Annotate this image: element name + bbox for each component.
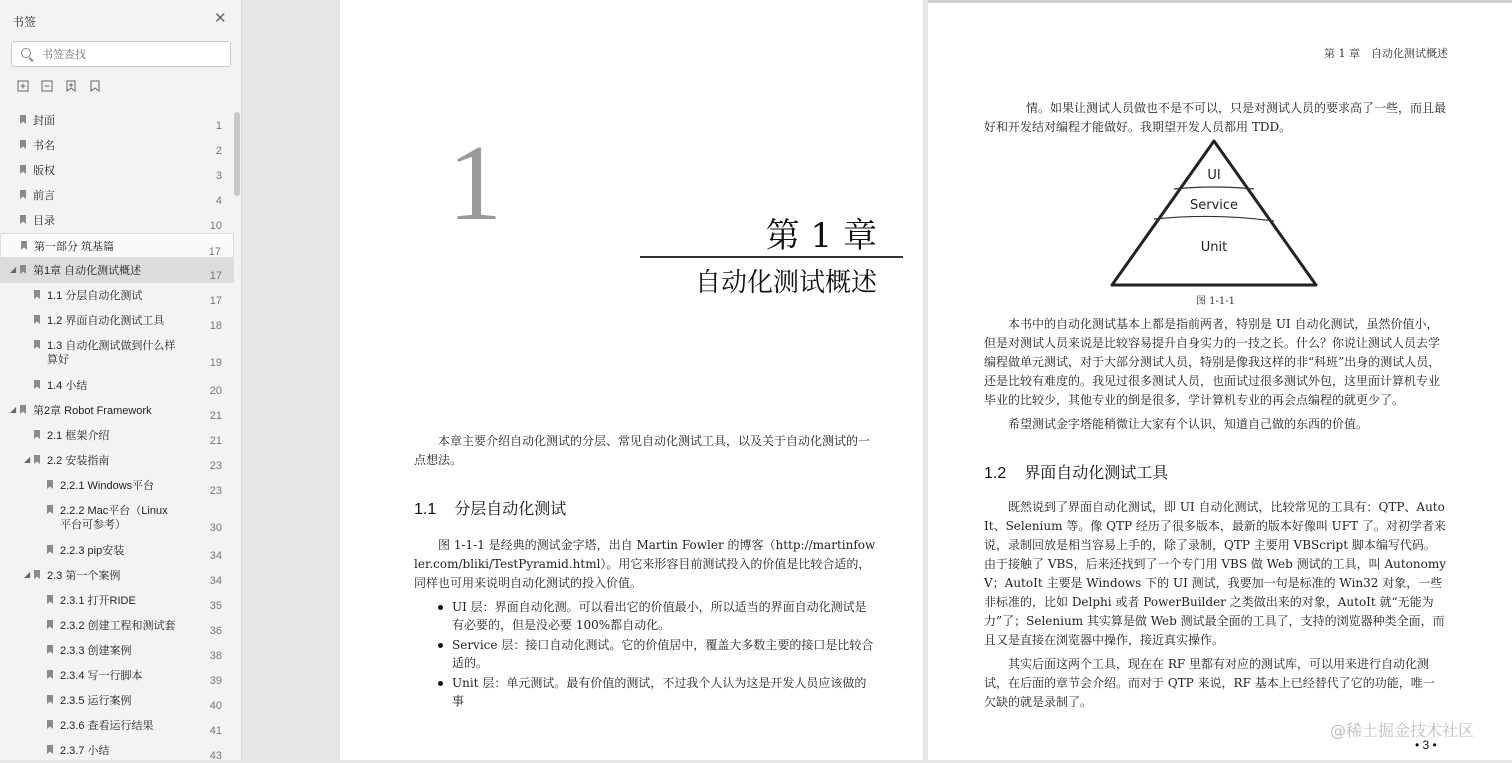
- expand-arrow-icon[interactable]: ◢: [24, 570, 31, 579]
- bookmark-icon: [20, 405, 26, 414]
- bookmark-icon: [34, 570, 40, 579]
- bookmark-page-number: 17: [208, 246, 221, 258]
- body-paragraph: 情。如果让测试人员做也不是不可以，只是对测试人员的要求高了一些，而且最好和开发结对编程才能做好。我期望开发人员都用 TDD。: [984, 101, 1447, 134]
- bookmark-label: 2.1 框架介绍: [47, 430, 110, 442]
- bookmark-page-number: 34: [209, 550, 222, 562]
- bookmark-label: 书名: [33, 140, 55, 152]
- add-bookmark-icon[interactable]: [65, 80, 77, 92]
- bookmark-icon: [20, 115, 26, 124]
- bookmark-item[interactable]: [0, 423, 234, 448]
- close-icon[interactable]: ✕: [214, 10, 227, 27]
- section-title: 分层自动化测试: [454, 501, 567, 518]
- bookmark-page-number: 2: [215, 145, 222, 157]
- bookmark-item[interactable]: [0, 233, 234, 258]
- bookmark-icon: [47, 545, 53, 554]
- bookmark-icon: [34, 340, 40, 349]
- list-item: Service 层：接口自动化测试。它的价值居中，覆盖大多数主要的接口是比较合适的。: [436, 636, 876, 672]
- list-item: UI 层：界面自动化测。可以看出它的价值最小，所以适当的界面自动化测试是有必要的，但是没必要 100%都自动化。: [436, 598, 876, 634]
- scrollbar-thumb[interactable]: [234, 112, 240, 196]
- bookmark-label: 第1章 自动化测试概述: [33, 265, 142, 277]
- bookmark-page-number: 10: [209, 220, 222, 232]
- bookmark-page-number: 36: [209, 625, 222, 637]
- pyramid-top-label: UI: [1207, 168, 1221, 183]
- bookmark-item[interactable]: [0, 133, 234, 158]
- bookmark-icon: [47, 645, 53, 654]
- bookmark-page-number: 21: [209, 410, 222, 422]
- bookmark-label: 封面: [33, 115, 55, 127]
- bookmark-label: 2.2 安装指南: [47, 455, 110, 467]
- bookmark-page-number: 40: [209, 700, 222, 712]
- bookmark-label: 目录: [33, 215, 55, 227]
- bookmark-item[interactable]: [0, 373, 234, 398]
- bookmark-page-number: 20: [209, 385, 222, 397]
- bookmark-label: 前言: [33, 190, 55, 202]
- bookmark-label: 2.3.2 创建工程和测试套: [60, 620, 176, 632]
- bookmark-item[interactable]: [0, 108, 234, 133]
- bookmark-tree: [0, 108, 234, 763]
- bookmark-search-box[interactable]: [11, 41, 231, 67]
- bookmark-icon: [20, 215, 26, 224]
- bookmark-icon[interactable]: [89, 80, 101, 92]
- expand-all-icon[interactable]: [17, 80, 29, 92]
- page-number: • 3 •: [1415, 738, 1437, 752]
- bookmark-icon: [47, 745, 53, 754]
- bookmark-item[interactable]: [0, 333, 234, 373]
- bookmark-icon: [34, 455, 40, 464]
- bookmark-item[interactable]: [0, 398, 234, 423]
- bookmark-item[interactable]: [0, 713, 234, 738]
- bookmark-page-number: 39: [209, 675, 222, 687]
- bookmark-item[interactable]: [0, 563, 234, 588]
- bookmark-label: 2.3.5 运行案例: [60, 695, 132, 707]
- chapter-digit: 1: [448, 124, 502, 243]
- bookmark-label: 第2章 Robot Framework: [33, 405, 152, 417]
- chapter-title: 第 1 章: [765, 216, 877, 256]
- bookmark-icon: [34, 430, 40, 439]
- pyramid-bottom-label: Unit: [1200, 240, 1228, 255]
- section-number: 1.2: [984, 465, 1007, 482]
- section-heading: [414, 496, 566, 519]
- bookmark-item[interactable]: [0, 738, 234, 763]
- bookmark-item[interactable]: [0, 613, 234, 638]
- bookmark-item[interactable]: [0, 588, 234, 613]
- chapter-subtitle: 自动化测试概述: [694, 268, 877, 298]
- bookmark-label: 1.2 界面自动化测试工具: [47, 315, 165, 327]
- bookmark-page-number: 38: [209, 650, 222, 662]
- bookmark-label: 2.3 第一个案例: [47, 570, 121, 582]
- body-paragraph: 本书中的自动化测试基本上都是指前两者，特别是 UI 自动化测试，虽然价值小，但是对测试人员来说是比较容易提升自身实力的一技之长。什么？你说让测试人员去学编程做单元测试，对于大部分测试人员，特别是像我这样的非“科班”出身的测试人员，还是比较有难度的。我见过很多测试人员，也面试过很多测试外包，这里面计算机专业毕业的比较少，其他专业的倒是很多，学计算机专业的再会点编程的就更少了。: [984, 317, 1441, 407]
- bookmark-item[interactable]: [0, 663, 234, 688]
- bookmark-page-number: 3: [215, 170, 222, 182]
- bookmark-label: 1.3 自动化测试做到什么样 算好: [47, 340, 176, 366]
- body-paragraph: 其实后面这两个工具，现在在 RF 里都有对应的测试库，可以用来进行自动化测试，在后面的章节会介绍。而对于 QTP 来说，RF 基本上已经替代了它的功能，唯一欠缺的就是录制了。: [984, 657, 1435, 709]
- expand-arrow-icon[interactable]: ◢: [10, 405, 17, 414]
- bookmark-page-number: 30: [209, 522, 222, 534]
- bookmark-item[interactable]: [0, 688, 234, 713]
- bookmark-page-number: 34: [209, 575, 222, 587]
- bookmark-label: 2.3.1 打开RIDE: [60, 595, 136, 607]
- bookmark-icon: [34, 315, 40, 324]
- intro-paragraph: 本章主要介绍自动化测试的分层、常见自动化测试工具，以及关于自动化测试的一点想法。: [414, 434, 871, 467]
- bookmark-search-input[interactable]: [40, 45, 229, 65]
- bullet-list: [436, 598, 876, 712]
- bookmark-item[interactable]: [0, 208, 234, 233]
- bookmark-label: 1.4 小结: [47, 380, 88, 392]
- test-pyramid-figure: [1104, 137, 1324, 289]
- bookmark-label: 1.1 分层自动化测试: [47, 290, 143, 302]
- bookmark-icon: [21, 241, 27, 250]
- bookmark-icon: [20, 140, 26, 149]
- document-page-right: [928, 0, 1512, 760]
- bookmark-page-number: 4: [215, 195, 222, 207]
- bookmark-icon: [47, 505, 53, 514]
- bookmark-page-number: 23: [209, 485, 222, 497]
- body-paragraph: 希望测试金字塔能稍微让大家有个认识，知道自己做的东西的价值。: [1008, 417, 1369, 431]
- bookmark-item[interactable]: [0, 283, 234, 308]
- bookmark-item[interactable]: [0, 158, 234, 183]
- bookmark-page-number: 43: [209, 750, 222, 762]
- bookmark-label: 2.3.4 写一行脚本: [60, 670, 143, 682]
- bookmark-label: 2.3.3 创建案例: [60, 645, 132, 657]
- bookmark-icon: [47, 720, 53, 729]
- bookmark-icon: [20, 265, 26, 274]
- bookmark-icon: [47, 595, 53, 604]
- bookmark-page-number: 1: [215, 120, 222, 132]
- chapter-divider: [640, 256, 903, 258]
- bookmark-item[interactable]: [0, 308, 234, 333]
- bookmark-item[interactable]: [0, 638, 234, 663]
- watermark-text: @稀土掘金技术社区: [1330, 721, 1475, 740]
- bookmark-page-number: 17: [209, 270, 222, 282]
- bookmark-label: 2.2.3 pip安装: [60, 545, 125, 557]
- body-paragraph: 既然说到了界面自动化测试，即 UI 自动化测试，比较常见的工具有：QTP、AutoIt、Selenium 等。像 QTP 经历了很多版本，最新的版本好像叫 UFT 了。对初学者来说，录制回放是相当容易上手的，除了录制，QTP 主要用 VBScript 脚本编写代码。由于接触了 VBS，后来还找到了一个专门用 VBS 做 Web 测试的工具，叫 AutonomyV；AutoIt 主要是 Windows 下的 UI 测试，我要加一句是标准的 Win32 对象，一些非标准的，比如 Delphi 或者 PowerBuilder 之类做出来的对象，AutoIt 就“无能为力”了；Selenium 其实算是做 Web 测试最全面的工具了，支持的浏览器种类全面，而且又是直接在浏览器中操作，接近真实操作。: [984, 500, 1446, 647]
- bookmark-item[interactable]: [0, 258, 234, 283]
- bookmark-label: 版权: [33, 165, 55, 177]
- bookmark-page-number: 19: [209, 357, 222, 369]
- bookmark-icon: [34, 290, 40, 299]
- panel-title: 书签: [12, 15, 37, 29]
- bookmark-page-number: 17: [209, 295, 222, 307]
- bookmark-label: 2.2.1 Windows平台: [60, 480, 155, 492]
- bookmark-label: 2.2.2 Mac平台（Linux 平台可参考）: [60, 505, 168, 531]
- bookmark-icon: [20, 165, 26, 174]
- bookmark-panel: [0, 0, 242, 760]
- expand-arrow-icon[interactable]: ◢: [24, 455, 31, 464]
- bookmark-label: 第一部分 筑基篇: [34, 241, 115, 253]
- bookmark-icon: [47, 620, 53, 629]
- bookmark-item[interactable]: [0, 183, 234, 208]
- bookmark-page-number: 23: [209, 460, 222, 472]
- bookmark-item[interactable]: [0, 473, 234, 498]
- bookmark-item[interactable]: [0, 538, 234, 563]
- bookmark-icon: [47, 695, 53, 704]
- section-title: 界面自动化测试工具: [1024, 465, 1169, 482]
- bookmark-label: 2.3.6 查看运行结果: [60, 720, 154, 732]
- collapse-all-icon[interactable]: [41, 80, 53, 92]
- bookmark-item[interactable]: [0, 498, 234, 538]
- figure-caption: 图 1-1-1: [1196, 296, 1236, 307]
- expand-arrow-icon[interactable]: ◢: [10, 265, 17, 274]
- document-page-left: [340, 0, 923, 760]
- section-number: 1.1: [414, 501, 437, 518]
- bookmark-icon: [20, 190, 26, 199]
- bookmark-icon: [34, 380, 40, 389]
- bookmark-page-number: 35: [209, 600, 222, 612]
- pyramid-mid-label: Service: [1189, 198, 1239, 213]
- bookmark-label: 2.3.7 小结: [60, 745, 110, 757]
- bookmark-page-number: 21: [209, 435, 222, 447]
- bookmark-icon: [47, 480, 53, 489]
- list-item: Unit 层：单元测试。最有价值的测试，不过我个人认为这是开发人员应该做的事: [436, 674, 876, 710]
- bookmark-item[interactable]: [0, 448, 234, 473]
- search-icon: [21, 48, 31, 58]
- bookmark-page-number: 18: [209, 320, 222, 332]
- bookmark-page-number: 41: [209, 725, 222, 737]
- body-paragraph: 图 1-1-1 是经典的测试金字塔，出自 Martin Fowler 的博客（http://martinfowler.com/bliki/TestPyramid.html）。用它来形容目前测试投入的价值是比较合适的，同样也可用来说明自动化测试的投入价值。: [414, 538, 876, 590]
- section-heading: [984, 460, 1168, 483]
- bookmark-icon: [47, 670, 53, 679]
- running-head: 第 1 章 自动化测试概述: [1324, 47, 1448, 60]
